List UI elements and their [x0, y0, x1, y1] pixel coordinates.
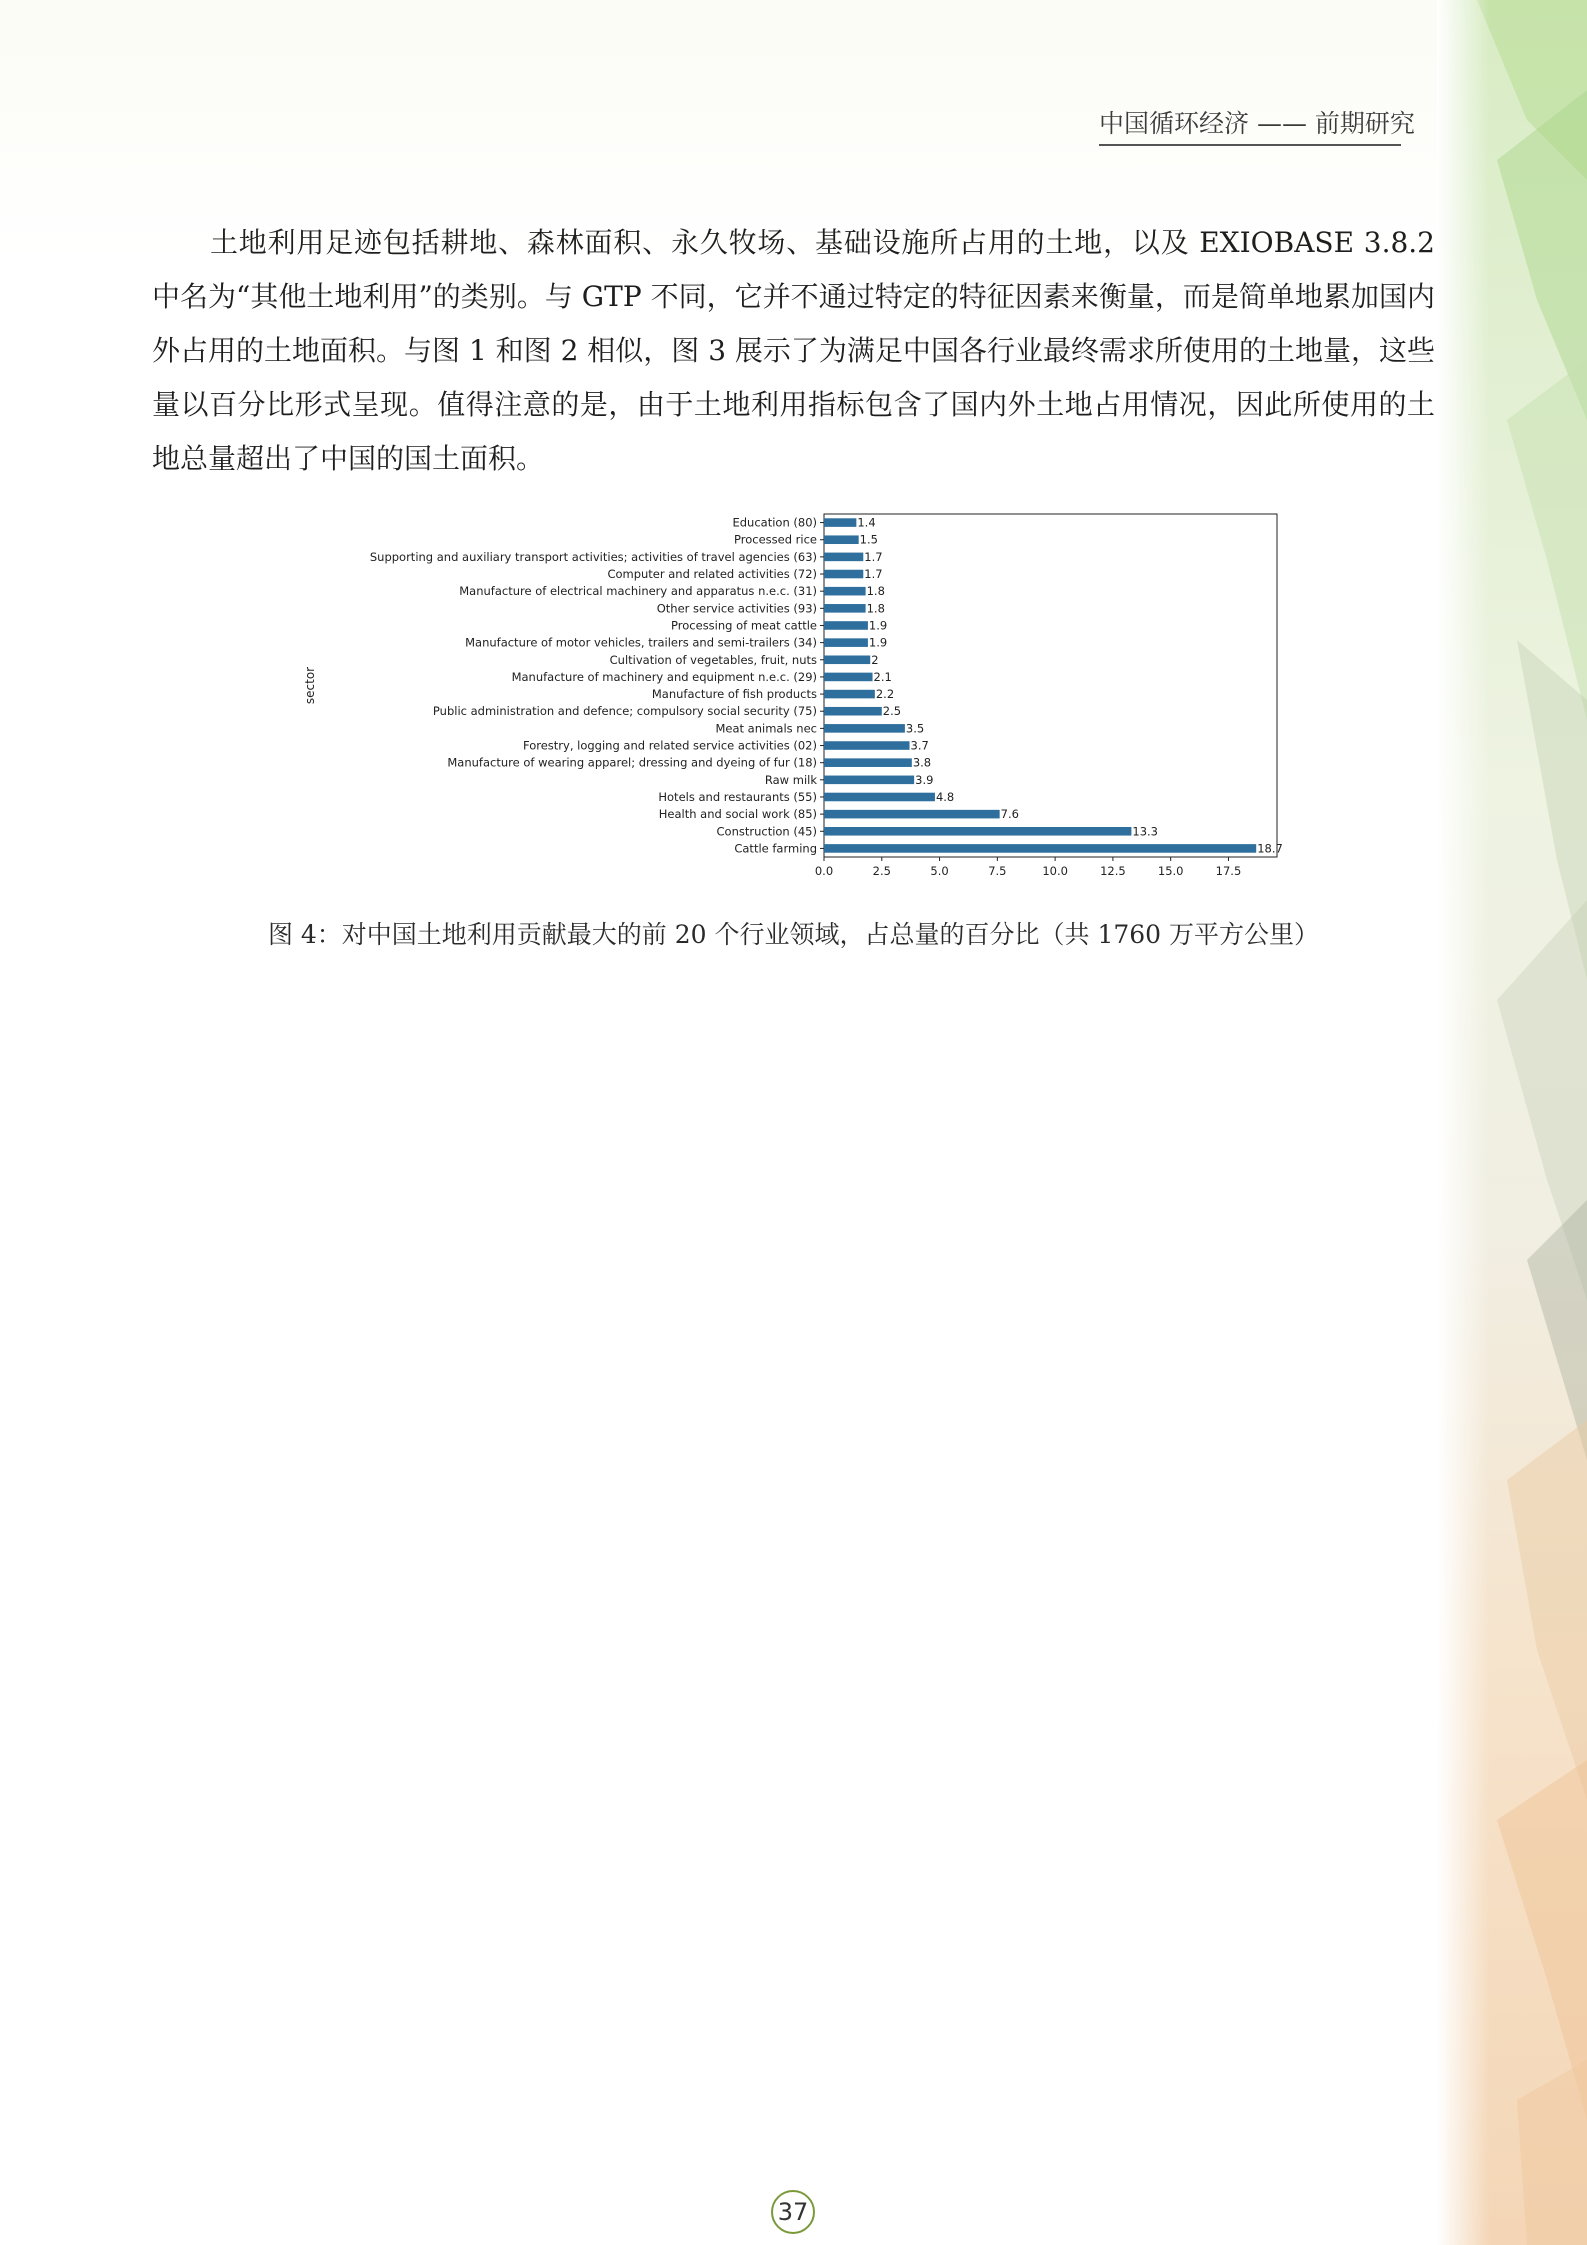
bar	[824, 604, 866, 613]
page-number: 37	[771, 2190, 815, 2234]
bar	[824, 810, 1000, 819]
y-tick-label: Manufacture of wearing apparel; dressing and dyeing of fur (18)	[447, 755, 817, 770]
plot-area	[824, 514, 1277, 857]
running-header: 中国循环经济 —— 前期研究	[1099, 104, 1401, 146]
bar	[824, 587, 866, 596]
y-tick-label: Construction (45)	[716, 824, 817, 839]
bar-value-label: 1.8	[866, 584, 885, 599]
bar-value-label: 1.7	[864, 567, 883, 582]
bar	[824, 535, 859, 544]
y-tick-label: Computer and related activities (72)	[607, 567, 817, 582]
bar	[824, 673, 873, 682]
y-tick-label: Public administration and defence; compulsory social security (75)	[432, 704, 817, 719]
y-tick-label: Manufacture of motor vehicles, trailers and semi-trailers (34)	[465, 635, 817, 650]
bar-value-label: 3.9	[915, 772, 934, 787]
x-tick-label: 17.5	[1215, 864, 1242, 878]
bar-value-label: 1.4	[857, 515, 876, 530]
bar-value-label: 3.7	[910, 738, 929, 753]
y-tick-label: Health and social work (85)	[658, 807, 817, 822]
bar-value-label: 2.5	[882, 704, 902, 719]
x-tick-label: 2.5	[872, 864, 891, 878]
bar	[824, 518, 856, 527]
y-tick-label: Manufacture of fish products	[651, 687, 817, 702]
y-tick-label: Manufacture of machinery and equipment n.e.c. (29)	[511, 669, 817, 684]
x-tick-label: 7.5	[988, 864, 1007, 878]
x-tick-label: 5.0	[930, 864, 949, 878]
y-tick-label: Supporting and auxiliary transport activities; activities of travel agencies (63)	[369, 549, 817, 564]
bar	[824, 758, 912, 767]
x-tick-label: 0.0	[814, 864, 834, 878]
y-tick-label: Processed rice	[734, 532, 817, 547]
bar-value-label: 1.9	[868, 635, 888, 650]
bar	[824, 621, 868, 630]
bar	[824, 638, 868, 647]
bar-value-label: 7.6	[1000, 807, 1019, 822]
figure-caption: 图 4：对中国土地利用贡献最大的前 20 个行业领域，占总量的百分比（共 1760 万平方公里）	[267, 920, 1320, 949]
bar-value-label: 1.5	[859, 532, 878, 547]
y-tick-label: Education (80)	[732, 515, 817, 530]
bar-value-label: 3.5	[905, 721, 925, 736]
y-tick-label: Meat animals nec	[715, 721, 817, 736]
bar	[824, 844, 1256, 853]
bar-value-label: 4.8	[935, 789, 955, 804]
y-tick-label: Forestry, logging and related service activities (02)	[523, 738, 817, 753]
bar	[824, 690, 875, 699]
bar-value-label: 3.8	[912, 755, 932, 770]
bar	[824, 655, 870, 664]
x-tick-label: 15.0	[1157, 864, 1184, 878]
land-use-bar-chart	[300, 506, 1290, 886]
bar-value-label: 1.9	[868, 618, 888, 633]
y-tick-label: Other service activities (93)	[656, 601, 817, 616]
bar-value-label: 2.2	[875, 687, 895, 702]
y-tick-label: Manufacture of electrical machinery and apparatus n.e.c. (31)	[459, 584, 817, 599]
bar-value-label: 13.3	[1132, 824, 1159, 839]
bar-value-label: 2	[871, 652, 879, 667]
bar	[824, 553, 863, 562]
bar	[824, 827, 1131, 836]
bar	[824, 741, 910, 750]
bar-value-label: 1.7	[864, 549, 883, 564]
bar	[824, 570, 863, 579]
bar-value-label: 18.7	[1257, 841, 1283, 856]
y-tick-label: Hotels and restaurants (55)	[658, 789, 817, 804]
body-paragraph: 土地利用足迹包括耕地、森林面积、永久牧场、基础设施所占用的土地，以及 EXIOBASE 3.8.2 中名为“其他土地利用”的类别。与 GTP 不同，它并不通过特定的特征因素来衡量，而是简单地累加国内外占用的土地面积。与图 1 和图 2 相似，图 3 展示了为满足中国各行业最终需求所使用的土地量，这些量以百分比形式呈现。值得注意的是，由于土地利用指标包含了国内外土地占用情况，因此所使用的土地总量超出了中国的国土面积。	[152, 226, 1435, 475]
bar-value-label: 2.1	[873, 669, 892, 684]
bar	[824, 724, 905, 733]
decorative-polygon-border	[1437, 0, 1587, 2245]
bar	[824, 707, 882, 716]
y-tick-label: Processing of meat cattle	[671, 618, 817, 633]
x-tick-label: 10.0	[1042, 864, 1068, 878]
bar	[824, 776, 914, 785]
y-axis-label: sector	[303, 666, 317, 705]
x-tick-label: 12.5	[1100, 864, 1126, 878]
bar-value-label: 1.8	[866, 601, 885, 616]
bar	[824, 793, 935, 802]
y-tick-label: Raw milk	[764, 772, 817, 787]
y-tick-label: Cattle farming	[734, 841, 817, 856]
y-tick-label: Cultivation of vegetables, fruit, nuts	[609, 652, 817, 667]
